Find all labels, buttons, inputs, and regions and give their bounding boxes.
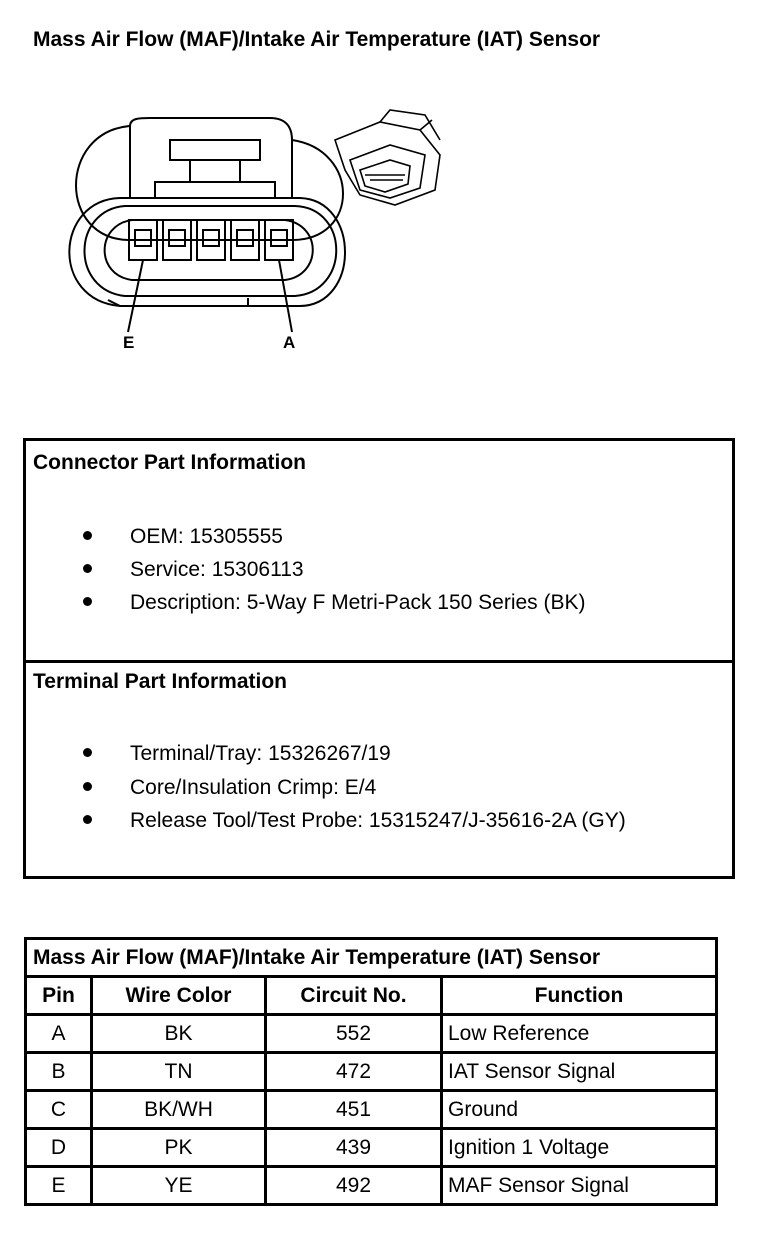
- table-row: [26, 1167, 717, 1205]
- column-header-circuit-no: Circuit No.: [266, 977, 442, 1015]
- function-cell: Ground: [442, 1091, 717, 1129]
- terminal-part-information: [26, 660, 732, 876]
- connector-outer-shell: [76, 118, 343, 240]
- circuit-cell: 472: [266, 1053, 442, 1091]
- connector-face-diagram: [60, 100, 460, 360]
- pin-cell: B: [26, 1053, 92, 1091]
- list-item: Terminal/Tray: 15326267/19: [83, 742, 391, 766]
- pin-cell: E: [26, 1167, 92, 1205]
- pin-label-a: A: [283, 333, 296, 352]
- connector-part-information: [26, 441, 732, 663]
- wire-color-cell: BK/WH: [92, 1091, 266, 1129]
- circuit-cell: 492: [266, 1167, 442, 1205]
- circuit-cell: 552: [266, 1015, 442, 1053]
- connector-outer-rim: [69, 198, 345, 306]
- pin-label-e: E: [123, 333, 135, 352]
- list-item: Release Tool/Test Probe: 15315247/J-35616-2A (GY): [83, 809, 626, 833]
- bullet-icon: [83, 564, 92, 573]
- list-item: Core/Insulation Crimp: E/4: [83, 776, 376, 800]
- function-cell: Ignition 1 Voltage: [442, 1129, 717, 1167]
- connector-latch: [170, 140, 260, 160]
- column-header-function: Function: [442, 977, 717, 1015]
- part-information-box: [23, 438, 735, 879]
- page-title: Mass Air Flow (MAF)/Intake Air Temperature (IAT) Sensor: [33, 28, 601, 51]
- circuit-cell: 439: [266, 1129, 442, 1167]
- bullet-icon: [83, 597, 92, 606]
- pin-cell: A: [26, 1015, 92, 1053]
- table-row: [26, 1015, 717, 1053]
- terminal-part-heading: Terminal Part Information: [33, 670, 287, 693]
- pin-cell: C: [26, 1091, 92, 1129]
- table-title: Mass Air Flow (MAF)/Intake Air Temperature (IAT) Sensor: [26, 939, 717, 977]
- wire-color-cell: PK: [92, 1129, 266, 1167]
- wire-color-cell: TN: [92, 1053, 266, 1091]
- list-item: Service: 15306113: [83, 558, 304, 582]
- circuit-cell: 451: [266, 1091, 442, 1129]
- function-cell: IAT Sensor Signal: [442, 1053, 717, 1091]
- wire-color-cell: YE: [92, 1167, 266, 1205]
- connector-part-heading: Connector Part Information: [33, 451, 307, 474]
- list-item: OEM: 15305555: [83, 525, 283, 549]
- column-header-pin: Pin: [26, 977, 92, 1015]
- pin-table: [24, 937, 718, 1206]
- bullet-icon: [83, 815, 92, 824]
- bullet-icon: [83, 531, 92, 540]
- bullet-icon: [83, 782, 92, 791]
- table-row: [26, 1129, 717, 1167]
- column-header-wire-color: Wire Color: [92, 977, 266, 1015]
- table-header-row: [26, 977, 717, 1015]
- list-item: Description: 5-Way F Metri-Pack 150 Series (BK): [83, 591, 586, 615]
- table-row: [26, 1091, 717, 1129]
- bullet-icon: [83, 748, 92, 757]
- wire-color-cell: BK: [92, 1015, 266, 1053]
- function-cell: Low Reference: [442, 1015, 717, 1053]
- pin-cell: D: [26, 1129, 92, 1167]
- function-cell: MAF Sensor Signal: [442, 1167, 717, 1205]
- connector-perspective-view: [335, 110, 440, 205]
- table-row: [26, 1053, 717, 1091]
- table-title-row: [26, 939, 717, 977]
